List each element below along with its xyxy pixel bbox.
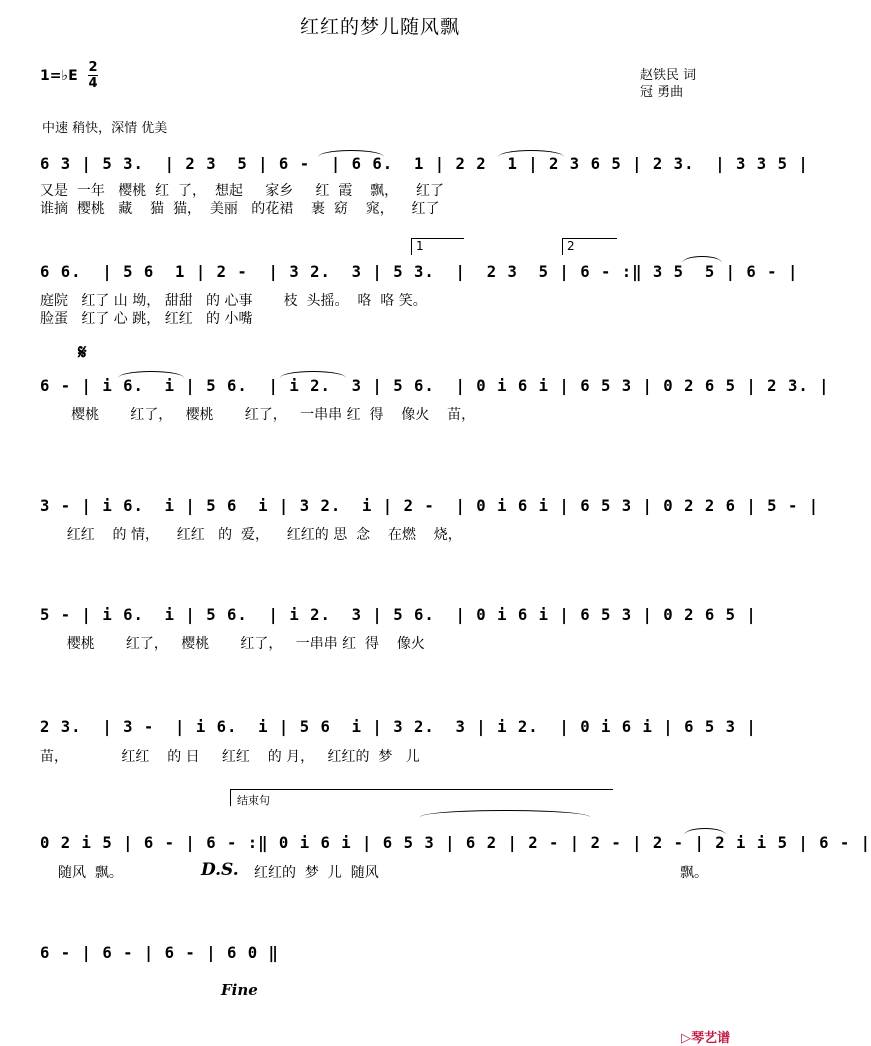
staff-line-2-lyric-verse-1: 庭院 红了 山 坳， 甜甜 的 心事 枝 头摇。 咯 咯 笑。 [40, 293, 427, 309]
lyricist-credit: 赵铁民 词 [640, 68, 697, 83]
slur-mark [684, 828, 726, 835]
staff-line-1-lyric-verse-2: 谁摘 樱桃 藏 猫 猫， 美丽 的花裙 裹 窈 窕， 红了 [40, 201, 440, 217]
ending-phrase-bracket [230, 789, 613, 806]
staff-line-1-lyric-verse-1: 又是 一年 樱桃 红 了， 想起 家乡 红 霞 飘， 红了 [40, 183, 444, 199]
slur-mark [498, 150, 564, 157]
volta-bracket-1 [411, 238, 464, 255]
staff-line-5-notes: 5 - | i 6. i | 5 6. | i 2. 3 | 5 6. | 0 i 6 i | 6 5 3 | 0 2 6 5 | [40, 606, 757, 624]
watermark-icon: ▷ [681, 1031, 692, 1046]
staff-line-7-lyric-b: 红红的 梦 儿 随风 [254, 865, 379, 881]
fine-marking: Fine [221, 981, 258, 999]
time-signature-top: 2 [88, 60, 98, 75]
staff-line-6-lyric: 苗， 红红 的 日 红红 的 月， 红红的 梦 儿 [40, 749, 420, 765]
time-signature [88, 60, 98, 91]
slur-mark [118, 371, 184, 378]
song-title: 红红的梦儿随风飘 [299, 16, 460, 38]
tempo-marking: 中速 稍快，深情 优美 [42, 121, 168, 136]
staff-line-2-notes: 6 6. | 5 6 1 | 2 - | 3 2. 3 | 5 3. | 2 3 5 | 6 - :‖ 3 5 5 | 6 - | [40, 263, 799, 281]
composer-credit: 冠 勇曲 [640, 85, 684, 100]
staff-line-7-lyric-a: 随风 飘。 [58, 865, 123, 881]
staff-line-5-lyric: 樱桃 红了， 樱桃 红了， 一串串 红 得 像火 [40, 636, 425, 652]
watermark-logo [672, 1012, 730, 1046]
staff-line-3-notes: 6 - | i 6. i | 5 6. | i 2. 3 | 5 6. | 0 i 6 i | 6 5 3 | 0 2 6 5 | 2 3. | [40, 377, 830, 395]
time-signature-bottom: 4 [88, 76, 98, 91]
volta-2-number: 2 [567, 239, 575, 253]
slur-mark [420, 810, 590, 817]
staff-line-4-notes: 3 - | i 6. i | 5 6 i | 3 2. i | 2 - | 0 i 6 i | 6 5 3 | 0 2 2 6 | 5 - | [40, 497, 820, 515]
watermark-text: 琴艺谱 [691, 1031, 731, 1046]
staff-line-3-lyric: 樱桃 红了， 樱桃 红了， 一串串 红 得 像火 苗， [40, 407, 476, 423]
volta-bracket-2 [562, 238, 617, 255]
slur-mark [280, 371, 346, 378]
volta-1-number: 1 [416, 239, 424, 253]
slur-mark [682, 256, 722, 263]
staff-line-7-notes: 0 2 i 5 | 6 - | 6 - :‖ 0 i 6 i | 6 5 3 | 6 2 | 2 - | 2 - | 2 - | 2 i i 5 | 6 - | [40, 834, 871, 852]
staff-line-8-notes: 6 - | 6 - | 6 - | 6 0 ‖ [40, 944, 279, 962]
staff-line-7-lyric-c: 飘。 [680, 865, 708, 881]
dal-segno-marking: D.S. [201, 860, 239, 880]
staff-line-1-notes: 6 3 | 5 3. | 2 3 5 | 6 - | 6 6. 1 | 2 2 1 | 2 3 6 5 | 2 3. | 3 3 5 | [40, 155, 809, 173]
staff-line-2-lyric-verse-2: 脸蛋 红了 心 跳， 红红 的 小嘴 [40, 311, 253, 327]
segno-sign: 𝄋 [78, 340, 87, 364]
staff-line-4-lyric: 红红 的 情， 红红 的 爱， 红红的 思 念 在燃 烧， [40, 527, 462, 543]
ending-phrase-label: 结束句 [237, 794, 270, 807]
key-signature: 1=♭E [40, 68, 78, 84]
staff-line-6-notes: 2 3. | 3 - | i 6. i | 5 6 i | 3 2. 3 | i 2. | 0 i 6 i | 6 5 3 | [40, 718, 757, 736]
slur-mark [318, 150, 384, 157]
